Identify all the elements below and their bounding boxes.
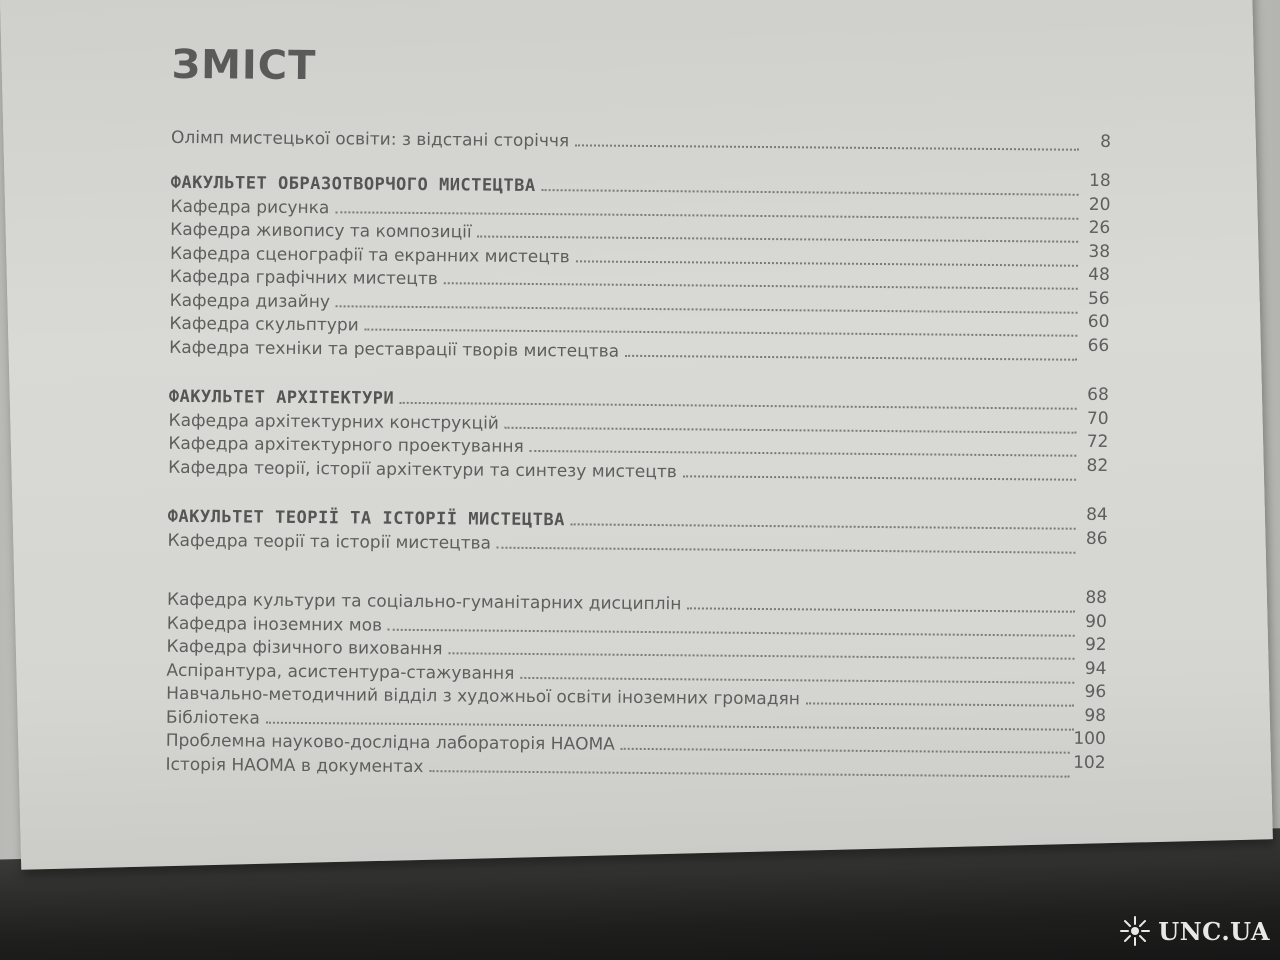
- dot-leader: [571, 523, 1076, 529]
- site-watermark: [1118, 914, 1270, 948]
- toc-page-number: 98: [1084, 705, 1107, 726]
- toc-page-number: 90: [1085, 611, 1107, 632]
- toc-entry-title: Кафедра теорії, історії архітектури та синтезу мистецтв: [168, 457, 677, 482]
- toc-entry-title: Кафедра сценографії та екранних мистецтв: [169, 243, 570, 267]
- toc-page-number: 48: [1088, 264, 1110, 286]
- toc-entry-title: Проблемна науково-дослідна лабораторія НАОМА: [165, 730, 615, 755]
- toc-page-number: 38: [1088, 241, 1111, 262]
- toc-page-number: 86: [1085, 528, 1108, 549]
- dot-leader: [478, 236, 1079, 243]
- toc-entry-title: Кафедра фізичного виховання: [166, 636, 443, 660]
- toc-page-number: 92: [1084, 634, 1107, 656]
- toc-page-number: 60: [1087, 311, 1110, 333]
- dot-leader: [806, 702, 1074, 706]
- toc-entry-title: Кафедра архітектурних конструкцій: [168, 410, 500, 434]
- table-of-contents: [165, 124, 1111, 783]
- watermark-text: UNC.UA: [1158, 916, 1270, 946]
- toc-entry-title: Бібліотека: [165, 707, 260, 729]
- toc-entry-title: Кафедра архітектурного проектування: [168, 433, 524, 457]
- toc-page-number: 26: [1088, 217, 1111, 239]
- toc-page-number: 100: [1073, 728, 1106, 750]
- toc-page-number: 18: [1088, 170, 1111, 192]
- dot-leader: [497, 546, 1076, 553]
- toc-entry-title: Кафедра дизайну: [169, 290, 331, 312]
- toc-entry-title: Аспірантура, асистентура-стажування: [166, 660, 515, 684]
- dot-leader: [444, 282, 1078, 290]
- dot-leader: [430, 770, 1070, 778]
- dot-leader: [687, 607, 1075, 612]
- toc-entry-title: Навчально-методичний відділ з художньої освіти іноземних громадян: [166, 683, 800, 710]
- toc-entry-title: Кафедра рисунка: [170, 196, 330, 218]
- toc-page-number: 20: [1088, 194, 1111, 215]
- toc-entry-title: Кафедра скульптури: [169, 313, 359, 336]
- toc-entry-title: Олімп мистецької освіти: з відстані сторіччя: [170, 127, 570, 151]
- toc-page-number: 56: [1087, 288, 1110, 309]
- dot-leader: [576, 260, 1078, 266]
- dot-leader: [505, 426, 1077, 433]
- toc-page-number: 82: [1086, 455, 1109, 476]
- toc-page-number: 66: [1087, 335, 1110, 356]
- dot-leader: [621, 748, 1069, 754]
- toc-page-number: 72: [1086, 431, 1109, 453]
- toc-entry-title: Кафедра теорії та історії мистецтва: [167, 530, 492, 554]
- dot-leader: [388, 628, 1075, 636]
- sunburst-icon: [1118, 914, 1152, 948]
- dot-leader: [683, 475, 1076, 480]
- toc-page-number: 94: [1084, 658, 1107, 679]
- dot-leader: [520, 676, 1074, 683]
- toc-entry-title: ФАКУЛЬТЕТ ОБРАЗОТВОРЧОГО МИСТЕЦТВА: [170, 172, 536, 197]
- toc-entry-title: ФАКУЛЬТЕТ АРХІТЕКТУРИ: [168, 386, 395, 409]
- toc-entry-title: Кафедра живопису та композиції: [170, 219, 472, 243]
- toc-entry-title: Кафедра іноземних мов: [166, 613, 383, 636]
- toc-entry-title: Кафедра техніки та реставрації творів мистецтва: [169, 337, 620, 362]
- dot-leader: [575, 144, 1079, 150]
- dot-leader: [400, 402, 1077, 410]
- toc-entry-title: Кафедра культури та соціально-гуманітарних дисциплін: [166, 589, 682, 615]
- dot-leader: [542, 189, 1079, 196]
- toc-page-number: 70: [1086, 408, 1109, 429]
- toc-page-number: 68: [1087, 384, 1109, 406]
- dot-leader: [448, 652, 1074, 659]
- dot-leader: [530, 450, 1077, 457]
- toc-page-number: 96: [1084, 681, 1107, 703]
- dot-leader: [625, 354, 1077, 360]
- toc-entry-intro: [171, 124, 1111, 156]
- contents-heading: ЗМІСТ: [171, 41, 317, 90]
- toc-page-number: 84: [1086, 504, 1108, 526]
- toc-entry-title: Історія НАОМА в документах: [165, 754, 424, 777]
- toc-page-number: 8: [1100, 131, 1112, 152]
- toc-entry-title: ФАКУЛЬТЕТ ТЕОРІЇ ТА ІСТОРІЇ МИСТЕЦТВА: [167, 506, 565, 531]
- toc-page-number: 88: [1085, 587, 1108, 609]
- toc-entry-title: Кафедра графічних мистецтв: [169, 266, 438, 290]
- toc-page-number: 102: [1073, 752, 1106, 773]
